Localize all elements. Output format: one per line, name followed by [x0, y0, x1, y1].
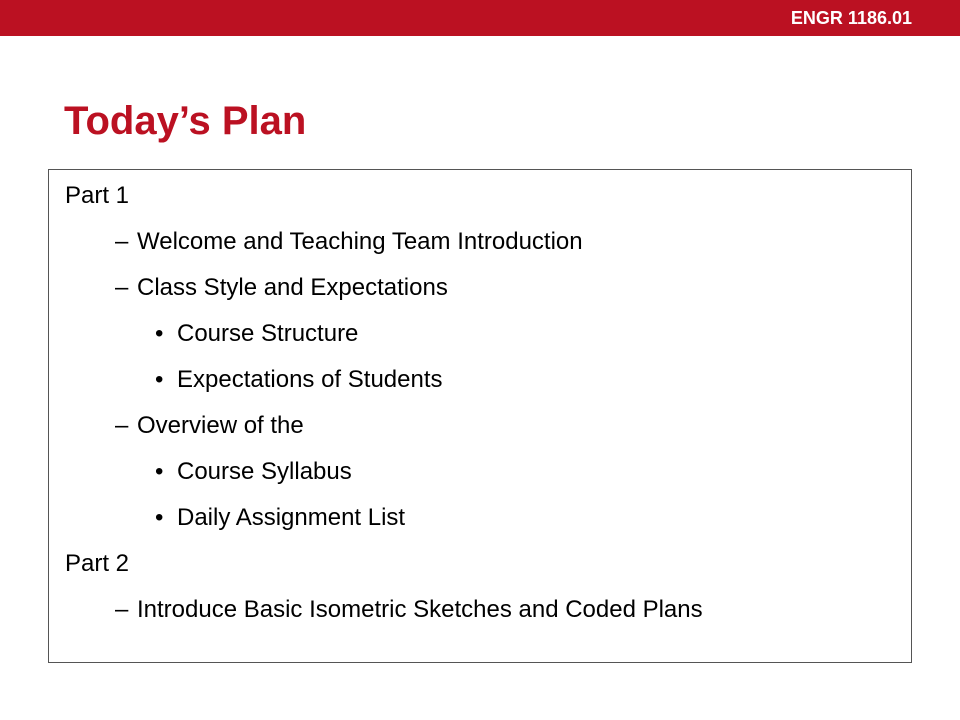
outline-box	[48, 169, 912, 663]
dash-marker: –	[115, 596, 129, 623]
slide-title: Today’s Plan	[64, 99, 307, 143]
dash-marker: –	[115, 274, 129, 301]
outline-item-isometric: Introduce Basic Isometric Sketches and Coded Plans	[137, 596, 703, 623]
part2-heading: Part 2	[65, 550, 130, 577]
header-bar	[0, 0, 960, 36]
outline-subitem-expectations: Expectations of Students	[177, 366, 443, 393]
bullet-marker: •	[155, 320, 164, 347]
outline-item-overview: Overview of the	[137, 412, 304, 439]
dash-marker: –	[115, 412, 129, 439]
outline-subitem-daily-assignment: Daily Assignment List	[177, 504, 406, 531]
outline-subitem-course-structure: Course Structure	[177, 320, 359, 347]
outline-item-class-style: Class Style and Expectations	[137, 274, 448, 301]
outline-subitem-syllabus: Course Syllabus	[177, 458, 352, 485]
bullet-marker: •	[155, 458, 164, 485]
outline-item-welcome: Welcome and Teaching Team Introduction	[137, 228, 583, 255]
bullet-marker: •	[155, 504, 164, 531]
course-code: ENGR 1186.01	[790, 8, 912, 28]
part1-heading: Part 1	[65, 182, 130, 209]
dash-marker: –	[115, 228, 129, 255]
bullet-marker: •	[155, 366, 164, 393]
